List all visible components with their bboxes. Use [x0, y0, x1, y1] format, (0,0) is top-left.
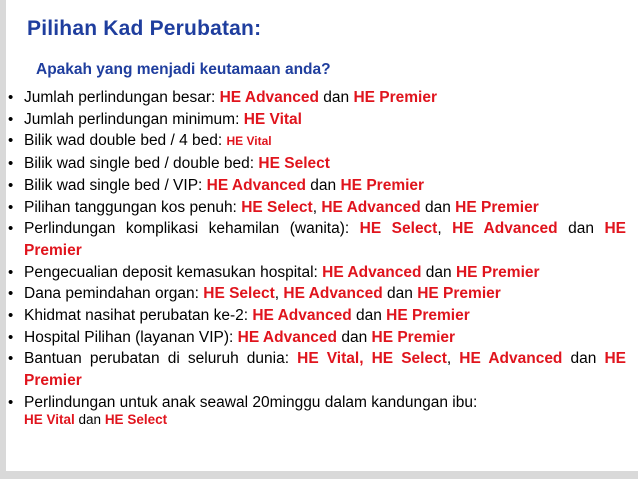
list-item: • Bilik wad double bed / 4 bed: HE Vital [8, 130, 626, 153]
bottom-accent-bar [0, 471, 638, 479]
left-accent-bar [0, 0, 6, 479]
list-item: • Jumlah perlindungan minimum: HE Vital [8, 109, 626, 131]
benefit-list [8, 87, 626, 414]
last-item-products: HE Vital dan HE Select [24, 412, 168, 427]
list-item: • Bilik wad single bed / VIP: HE Advanced dan HE Premier [8, 175, 626, 197]
page-title: Pilihan Kad Perubatan: [27, 17, 262, 40]
list-item: • Khidmat nasihat perubatan ke-2: HE Advanced dan HE Premier [8, 305, 626, 327]
list-item: • Perlindungan untuk anak seawal 20minggu dalam kandungan ibu: [8, 392, 626, 414]
list-item: • Pengecualian deposit kemasukan hospital: HE Advanced dan HE Premier [8, 262, 626, 284]
list-item: • Bilik wad single bed / double bed: HE Select [8, 153, 626, 175]
page-subtitle: Apakah yang menjadi keutamaan anda? [36, 61, 331, 78]
list-item: • Pilihan tanggungan kos penuh: HE Select, HE Advanced dan HE Premier [8, 197, 626, 219]
list-item: • Jumlah perlindungan besar: HE Advanced dan HE Premier [8, 87, 626, 109]
list-item: • Bantuan perubatan di seluruh dunia: HE Vital, HE Select, HE Advanced dan HE Premier [8, 348, 626, 391]
list-item: • Hospital Pilihan (layanan VIP): HE Advanced dan HE Premier [8, 327, 626, 349]
list-item: • Dana pemindahan organ: HE Select, HE Advanced dan HE Premier [8, 283, 626, 305]
list-item: • Perlindungan komplikasi kehamilan (wanita): HE Select, HE Advanced dan HE Premier [8, 218, 626, 261]
